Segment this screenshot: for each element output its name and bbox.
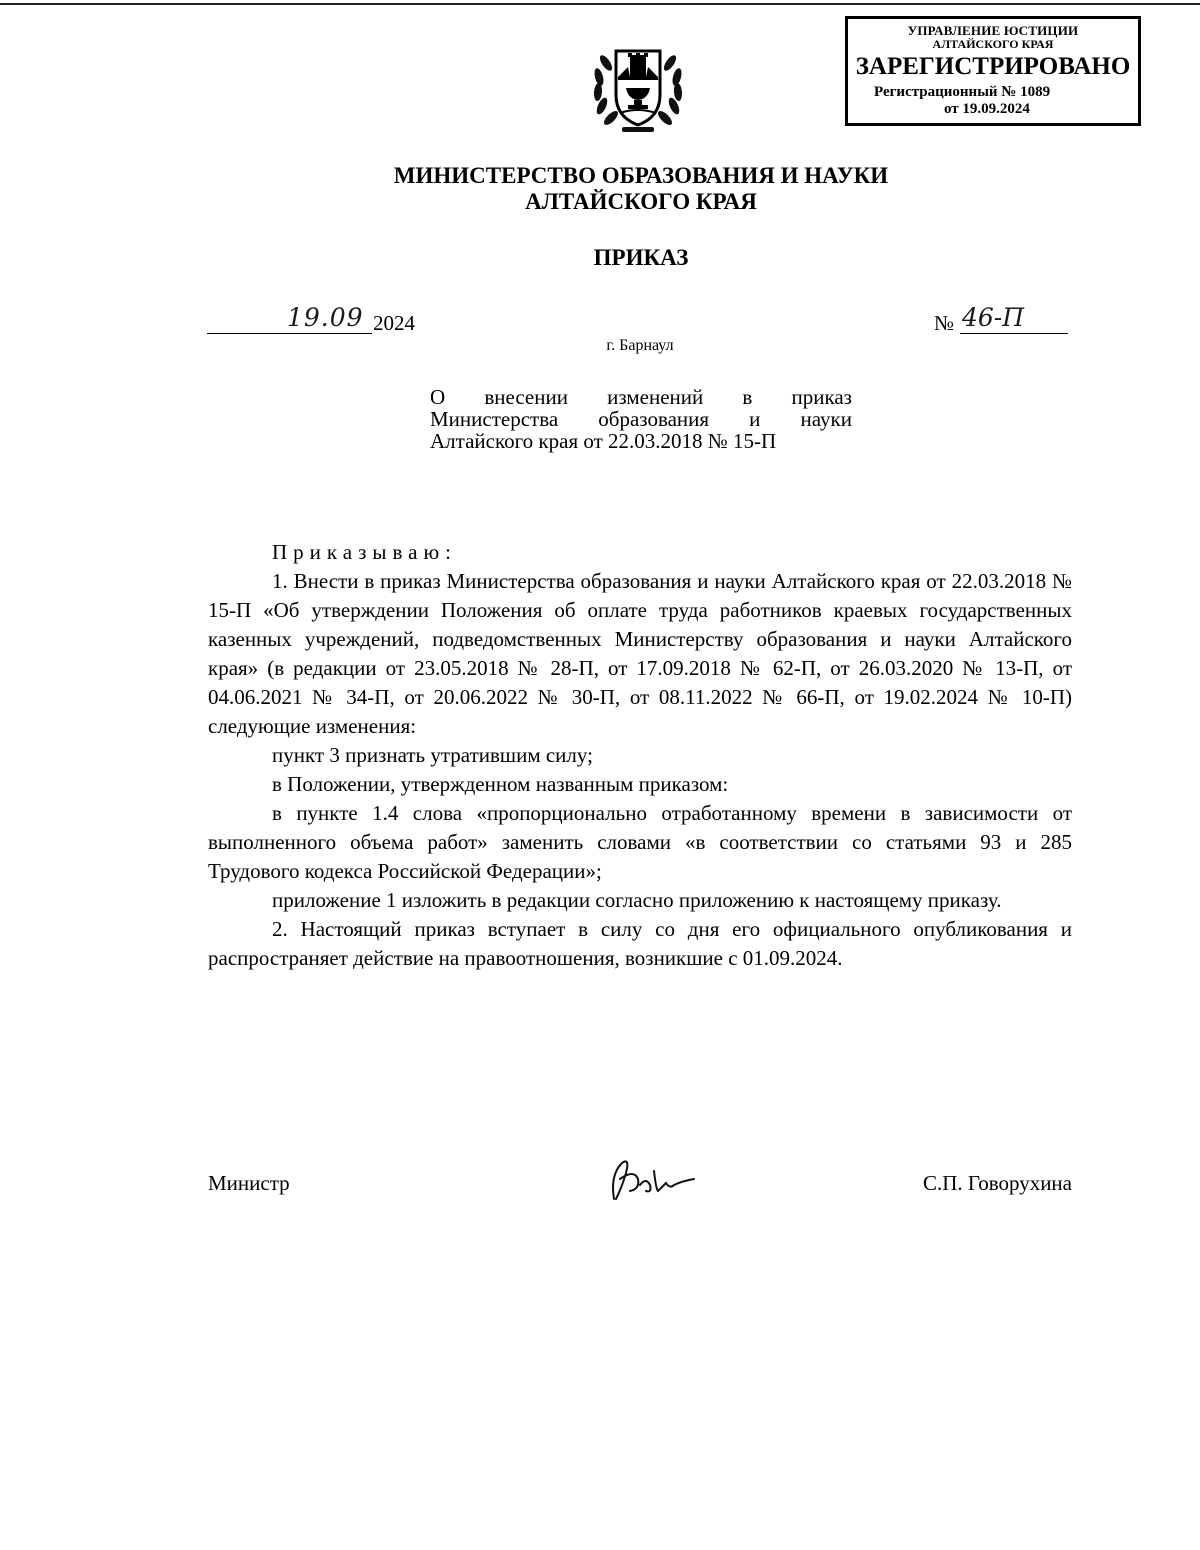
handwritten-signature [600, 1155, 700, 1205]
date-year: 2024 [373, 311, 415, 335]
coat-of-arms-emblem [584, 33, 692, 141]
order-directive: Приказываю: [272, 540, 457, 564]
date-underline [207, 333, 372, 335]
ministry-heading [300, 163, 982, 215]
ministry-line-1: МИНИСТЕРСТВО ОБРАЗОВАНИЯ И НАУКИ [393, 163, 889, 188]
stamp-status: ЗАРЕГИСТРИРОВАНО [855, 53, 1131, 80]
document-type-title: ПРИКАЗ [593, 245, 689, 270]
subject-word: внесении [484, 385, 568, 409]
subject-word: Министерства [430, 407, 559, 431]
subject-word: О [430, 385, 446, 409]
order-date-field [207, 303, 417, 337]
city-label: г. Барнаул [606, 337, 674, 354]
subject-word: науки [800, 407, 852, 431]
subject-word: изменений [607, 385, 704, 409]
ministry-line-2: АЛТАЙСКОГО КРАЯ [525, 189, 757, 214]
paragraph-5: приложение 1 изложить в редакции согласно приложению к настоящему приказу. [272, 888, 1002, 912]
subject-word: и [749, 407, 761, 431]
number-underline [960, 333, 1068, 335]
signatory-title: Министр [208, 1171, 290, 1195]
subject-word: приказ [791, 385, 852, 409]
signature-block [208, 1155, 1072, 1215]
stamp-region: АЛТАЙСКОГО КРАЯ [932, 37, 1054, 51]
stamp-reg-date: от 19.09.2024 [944, 101, 1030, 117]
registration-stamp [845, 16, 1141, 126]
stamp-agency: УПРАВЛЕНИЕ ЮСТИЦИИ [907, 23, 1079, 38]
order-number-field [934, 303, 1069, 337]
subject-line-1 [430, 386, 852, 408]
paragraph-1: 1. Внести в приказ Министерства образования и науки Алтайского края от 22.03.2018 № 15-П «Об утверждении Положения об оплате труда работников краевых государственных казенных учреждений, подведомственных Министерству образования и науки Алтайского края» (в редакции от 23.05.2018 № 28-П, от 17.09.2018 № 62-П, от 26.03.2020 № 13-П, от 04.06.2021 № 34-П, от 20.06.2022 № 30-П, от 08.11.2022 № 66-П, от 19.02.2024 № 10-П) следующие изменения: [208, 569, 1072, 738]
signatory-name: С.П. Говорухина [922, 1171, 1072, 1195]
order-subject [430, 386, 852, 452]
paragraph-6: 2. Настоящий приказ вступает в силу со дня его официального опубликования и распространяет действие на правоотношения, возникшие с 01.09.2024. [208, 917, 1072, 970]
paragraph-4: в пункте 1.4 слова «пропорционально отработанному времени в зависимости от выполненного объема работ» заменить словами «в соответствии со статьями 93 и 285 Трудового кодекса Российской Федерации»; [208, 801, 1072, 883]
number-handwritten: 46-П [962, 303, 1025, 332]
number-sign: № [934, 311, 955, 335]
paragraph-3: в Положении, утвержденном названным приказом: [272, 772, 729, 796]
page-top-rule [0, 3, 1200, 5]
subject-line-3: Алтайского края от 22.03.2018 № 15-П [430, 429, 777, 453]
date-handwritten: 19.09 [287, 303, 364, 332]
subject-word: образования [598, 407, 710, 431]
subject-line-2 [430, 408, 852, 430]
order-body [208, 538, 1072, 973]
subject-word: в [742, 385, 753, 409]
stamp-reg-number: Регистрационный № 1089 [874, 84, 1051, 100]
paragraph-2: пункт 3 признать утратившим силу; [272, 743, 593, 767]
